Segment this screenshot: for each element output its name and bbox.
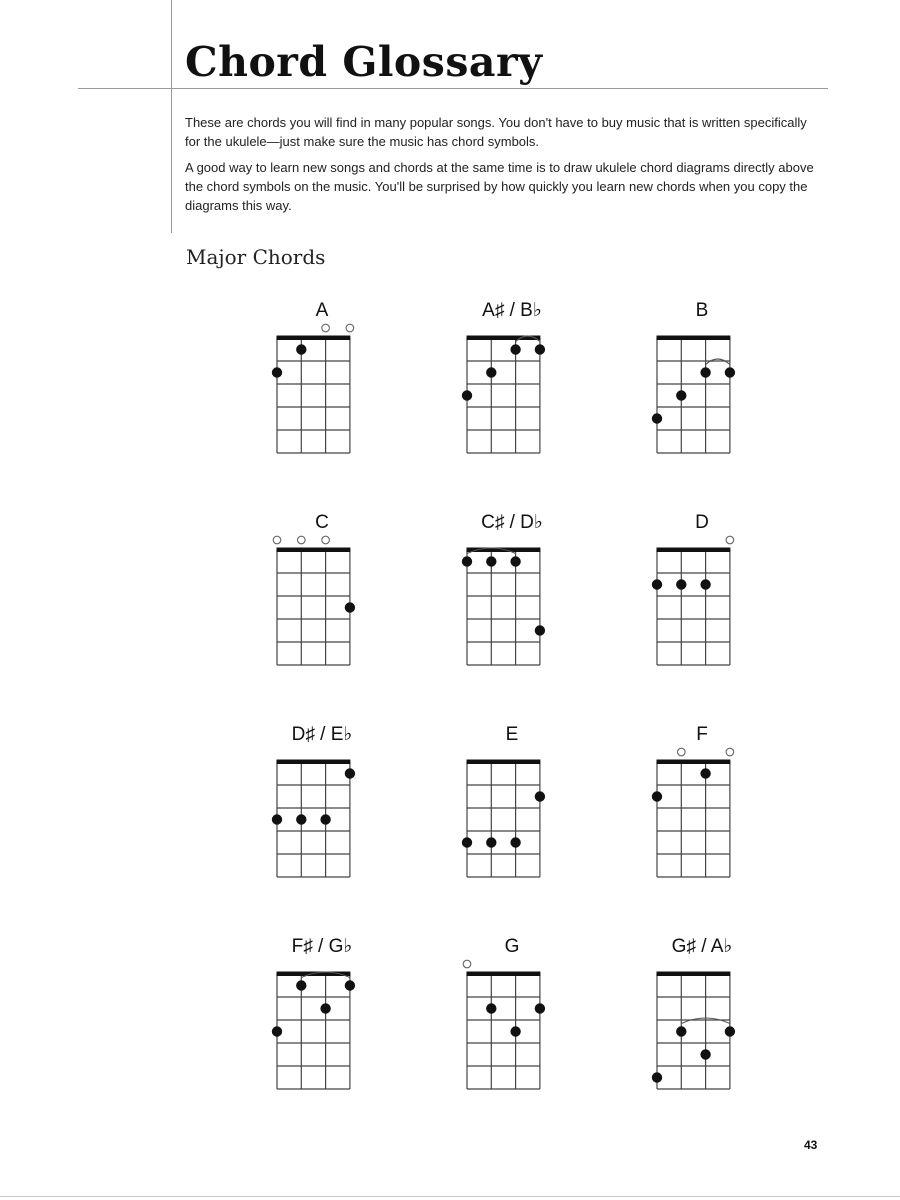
open-string-marker [678,748,686,756]
open-string-marker [273,536,281,544]
finger-dot [462,556,472,566]
finger-dot [652,579,662,589]
finger-dot [462,837,472,847]
chord-fretboard [642,724,762,914]
chord-fretboard [262,300,382,490]
chord-fretboard [452,512,572,702]
nut [467,760,541,765]
finger-dot [510,344,520,354]
chord-fretboard [452,936,572,1126]
chord-fretboard [452,300,572,490]
chord-diagram [452,512,572,702]
finger-dot [676,579,686,589]
chord-diagram [452,936,572,1126]
open-string-marker [298,536,306,544]
chord-name: F [696,724,708,745]
finger-dot [345,768,355,778]
finger-dot [535,1003,545,1013]
chord-diagram [642,936,762,1126]
finger-dot [652,1072,662,1082]
finger-dot [296,980,306,990]
finger-dot [296,344,306,354]
intro-paragraph-1: These are chords you will find in many popular songs. You don't have to buy music that is written specifically for the ukulele—just make sure the music has chord symbols. [185,115,807,149]
open-string-marker [322,536,330,544]
finger-dot [510,1026,520,1036]
page-number: 43 [804,1138,818,1152]
finger-dot [486,837,496,847]
finger-dot [535,625,545,635]
finger-dot [272,367,282,377]
finger-dot [486,367,496,377]
nut [467,972,541,977]
chord-diagram [262,300,382,490]
finger-dot [725,1026,735,1036]
nut [657,760,731,765]
nut [277,548,351,553]
finger-dot [296,814,306,824]
chord-diagram [262,724,382,914]
chord-diagram [642,300,762,490]
chord-diagram [642,724,762,914]
finger-dot [676,1026,686,1036]
chord-name: A [315,300,329,321]
chord-name: G [504,936,520,957]
chord-fretboard [262,936,382,1126]
finger-dot [535,344,545,354]
finger-dot [535,791,545,801]
chord-diagram [262,512,382,702]
finger-dot [700,579,710,589]
open-string-marker [463,960,471,968]
open-string-marker [346,324,354,332]
nut [277,760,351,765]
nut [657,336,731,341]
finger-dot [272,814,282,824]
nut [657,972,731,977]
finger-dot [486,1003,496,1013]
open-string-marker [726,536,734,544]
chord-diagram [452,300,572,490]
finger-dot [462,390,472,400]
chord-fretboard [642,936,762,1126]
finger-dot [700,367,710,377]
finger-dot [486,556,496,566]
page-bottom-edge [0,1196,900,1197]
chord-name: E [505,724,519,745]
chord-name: A♯ / B♭ [482,300,542,321]
chord-fretboard [642,300,762,490]
finger-dot [510,837,520,847]
finger-dot [652,413,662,423]
chord-diagram [262,936,382,1126]
chord-name: C [315,512,329,533]
chord-diagram [452,724,572,914]
nut [277,336,351,341]
finger-dot [320,814,330,824]
chord-name: C♯ / D♭ [481,512,543,533]
finger-dot [345,980,355,990]
finger-dot [725,367,735,377]
finger-dot [510,556,520,566]
chord-name: F♯ / G♭ [291,936,353,957]
chord-name: D♯ / E♭ [291,724,353,745]
nut [657,548,731,553]
finger-dot [652,791,662,801]
section-title-major-chords: Major Chords [186,245,326,269]
chord-fretboard [262,512,382,702]
open-string-marker [322,324,330,332]
chord-name: D [695,512,709,533]
finger-dot [272,1026,282,1036]
finger-dot [676,390,686,400]
chord-fretboard [452,724,572,914]
intro-paragraph-2: A good way to learn new songs and chords at the same time is to draw ukulele chord diagrams directly above the chord symbols on the music. You'll be surprised by how quickly you learn new chords when you copy the diagrams this way. [185,160,814,213]
chord-name: G♯ / A♭ [671,936,733,957]
open-string-marker [726,748,734,756]
finger-dot [700,1049,710,1059]
page-title: Chord Glossary [185,38,543,86]
finger-dot [345,602,355,612]
finger-dot [320,1003,330,1013]
barre-arc [706,359,730,365]
chord-fretboard [642,512,762,702]
chord-diagram [642,512,762,702]
chord-name: B [695,300,709,321]
finger-dot [700,768,710,778]
chord-fretboard [262,724,382,914]
